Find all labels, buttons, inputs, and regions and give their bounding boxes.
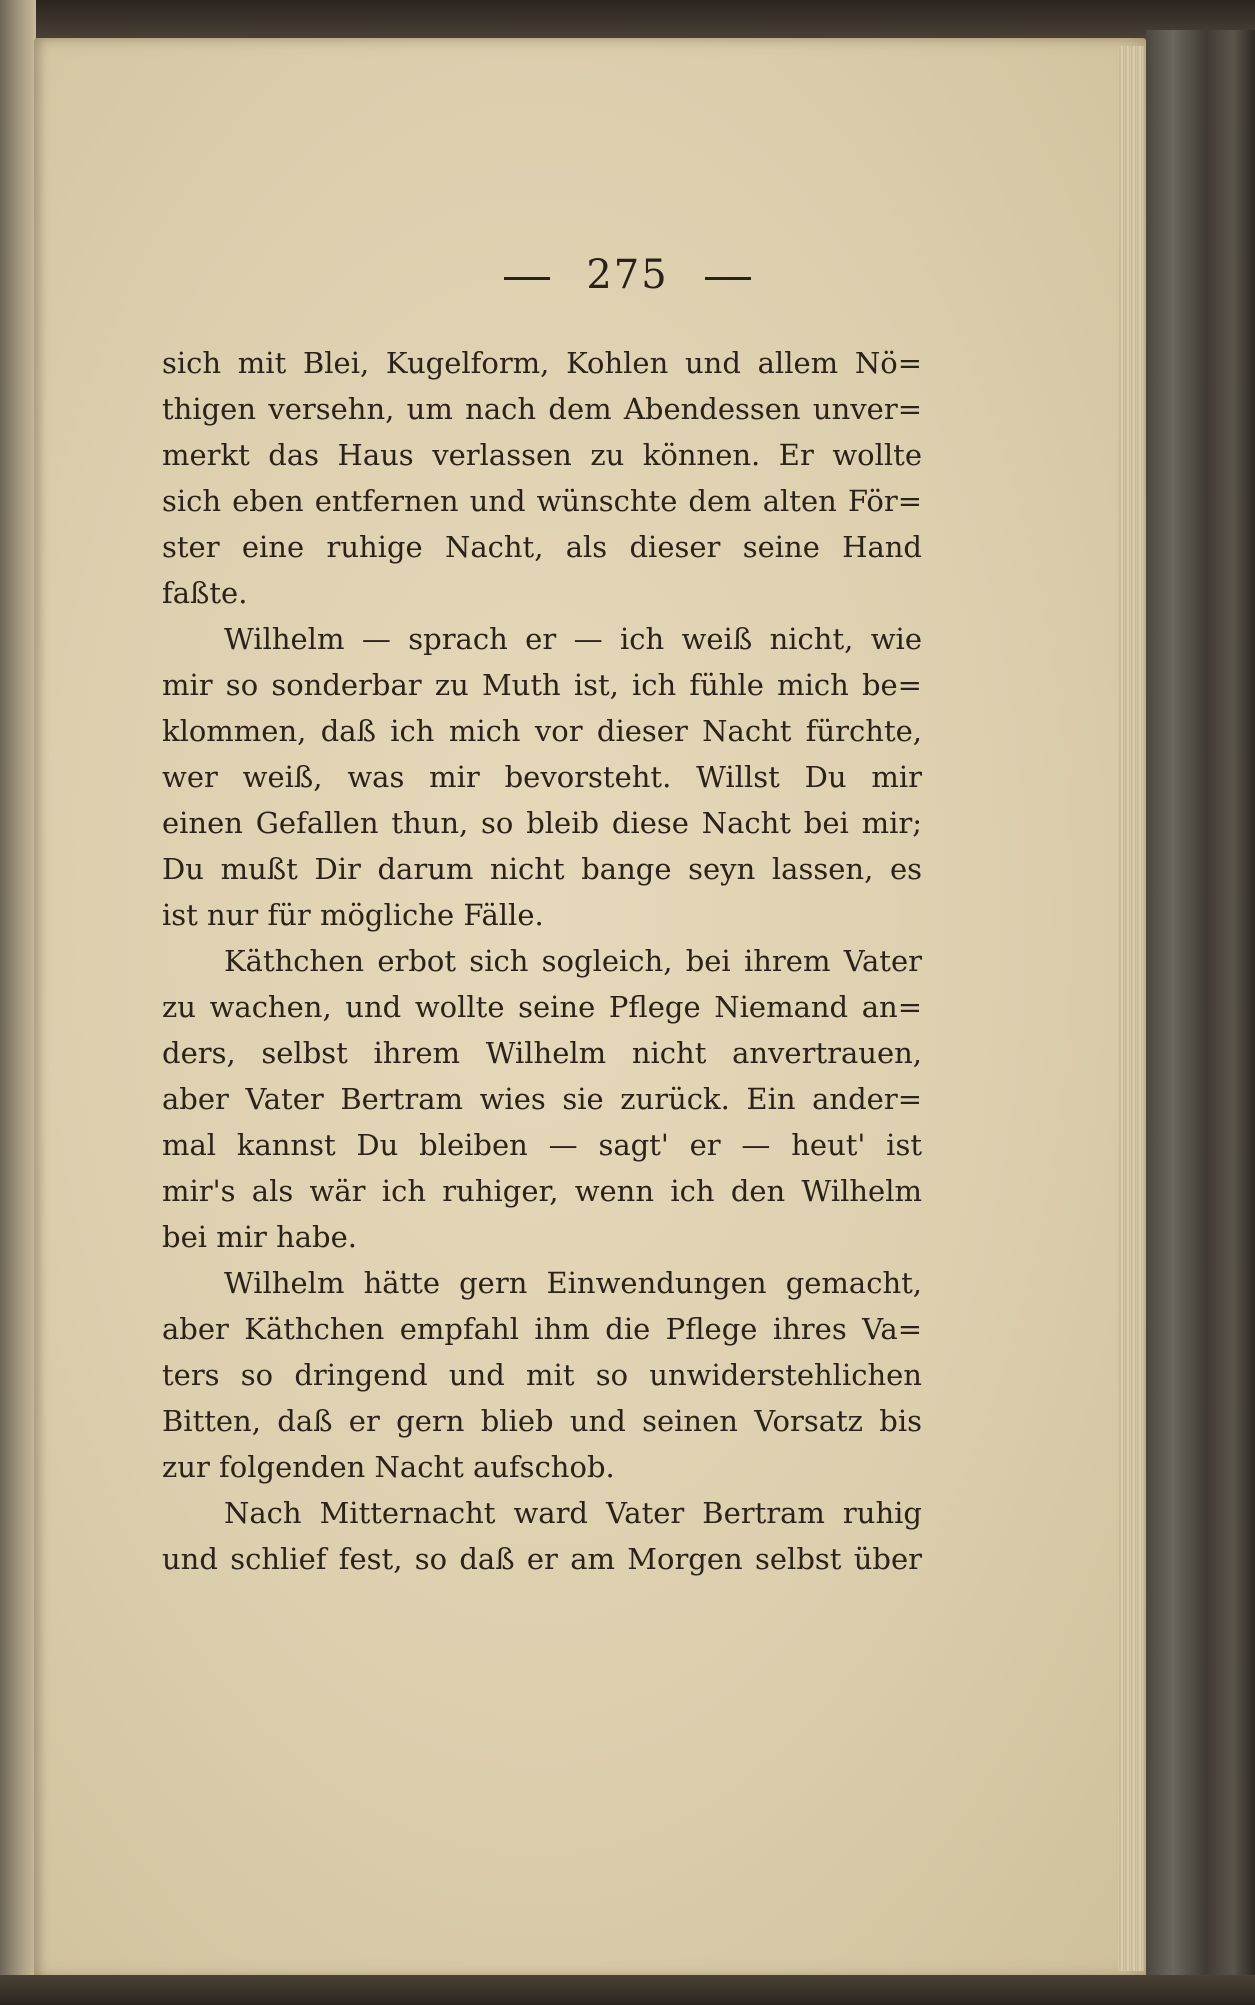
text-line: Wilhelm — sprach er — ich weiß nicht, wie xyxy=(224,622,922,656)
text-line: Du mußt Dir darum nicht bange seyn lassen, es xyxy=(162,852,922,886)
text-line: bei mir habe. xyxy=(162,1220,357,1254)
text-line: und schlief fest, so daß er am Morgen selbst über xyxy=(162,1542,922,1576)
text-line: thigen versehn, um nach dem Abendessen unver= xyxy=(162,392,922,426)
book-cover-bottom-edge xyxy=(0,1975,1255,2005)
text-line: Käthchen erbot sich sogleich, bei ihrem Vater xyxy=(224,944,922,978)
book-cover-right-edge xyxy=(1146,30,1255,1990)
text-line: wer weiß, was mir bevorsteht. Willst Du mir xyxy=(162,760,922,794)
header-dash-right xyxy=(705,277,751,280)
text-line: Nach Mitternacht ward Vater Bertram ruhig xyxy=(224,1496,922,1530)
text-line: sich eben entfernen und wünschte dem alten För= xyxy=(162,484,922,518)
text-line: faßte. xyxy=(162,576,248,610)
text-line: zur folgenden Nacht aufschob. xyxy=(162,1450,615,1484)
page-number: 275 xyxy=(586,252,669,298)
book-cover-top-edge xyxy=(0,0,1255,40)
text-line: sich mit Blei, Kugelform, Kohlen und allem Nö= xyxy=(162,346,922,380)
page-body-text xyxy=(162,340,922,1582)
text-line: klommen, daß ich mich vor dieser Nacht fürchte, xyxy=(162,714,922,748)
text-line: zu wachen, und wollte seine Pflege Niemand an= xyxy=(162,990,922,1024)
page-header xyxy=(0,252,1255,312)
text-line: ist nur für mögliche Fälle. xyxy=(162,898,544,932)
text-line: einen Gefallen thun, so bleib diese Nacht bei mir; xyxy=(162,806,922,840)
text-line: Bitten, daß er gern blieb und seinen Vorsatz bis xyxy=(162,1404,922,1438)
text-line: merkt das Haus verlassen zu können. Er wollte xyxy=(162,438,922,472)
text-line: Wilhelm hätte gern Einwendungen gemacht, xyxy=(224,1266,922,1300)
header-dash-left xyxy=(504,277,550,280)
text-line: ters so dringend und mit so unwiderstehlichen xyxy=(162,1358,922,1392)
text-line: mir so sonderbar zu Muth ist, ich fühle mich be= xyxy=(162,668,922,702)
text-line: aber Vater Bertram wies sie zurück. Ein ander= xyxy=(162,1082,922,1116)
text-line: ster eine ruhige Nacht, als dieser seine Hand xyxy=(162,530,922,564)
text-line: mal kannst Du bleiben — sagt' er — heut' ist xyxy=(162,1128,922,1162)
text-line: ders, selbst ihrem Wilhelm nicht anvertrauen, xyxy=(162,1036,922,1070)
text-line: mir's als wär ich ruhiger, wenn ich den Wilhelm xyxy=(162,1174,922,1208)
text-line: aber Käthchen empfahl ihm die Pflege ihres Va= xyxy=(162,1312,922,1346)
page-stack-edges xyxy=(1118,46,1144,1971)
